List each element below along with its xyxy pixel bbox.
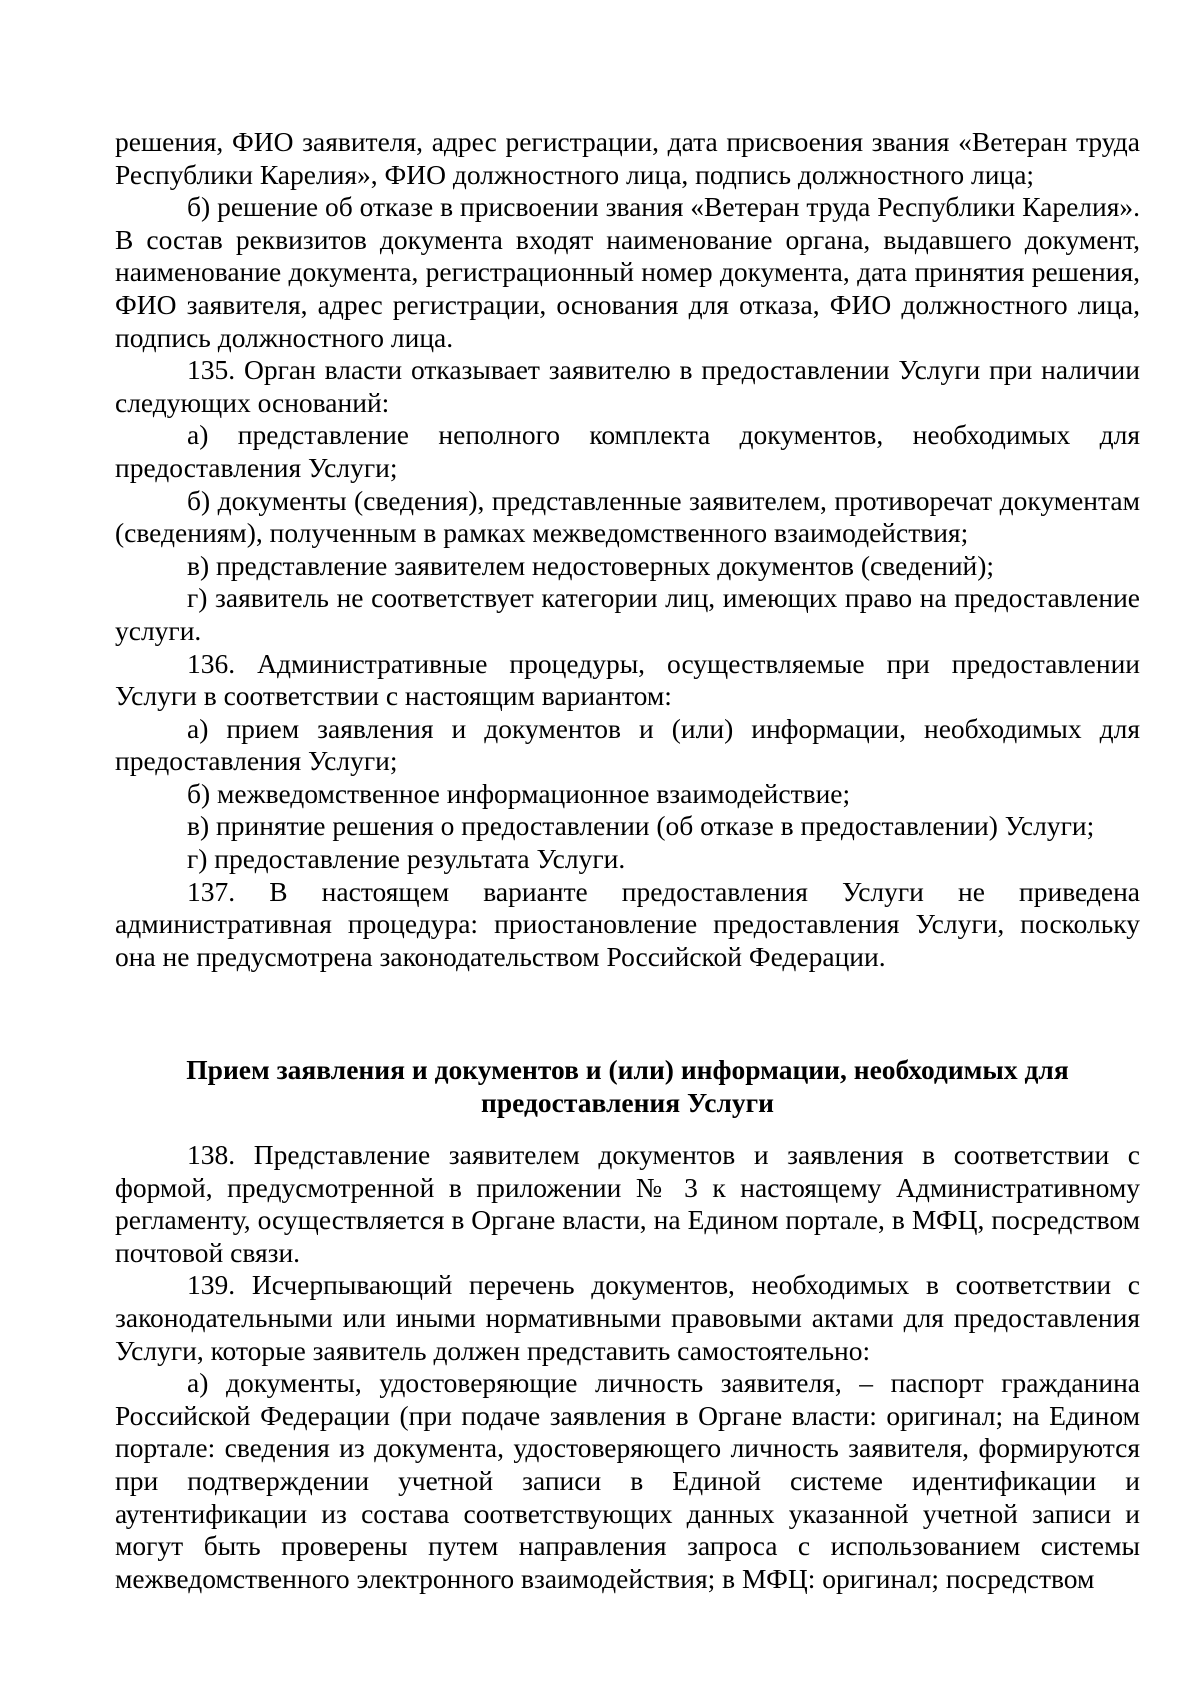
paragraph-135-a: а) представление неполного комплекта документов, необходимых для предоставления Услуги; <box>115 419 1140 483</box>
paragraph-139-a: а) документы, удостоверяющие личность заявителя, – паспорт гражданина Российской Федерации (при подаче заявления в Органе власти: оригинал; на Едином портале: сведения из документа, удостоверяющего личность заявителя, формируются при подтверждении учетной записи в Единой системе идентификации и аутентификации из состава соответствующих данных указанной учетной записи и могут быть проверены путем направления запроса с использованием системы межведомственного электронного взаимодействия; в МФЦ: оригинал; посредством <box>115 1367 1140 1594</box>
paragraph-136-b: б) межведомственное информационное взаимодействие; <box>187 777 851 809</box>
section-heading-line-2: предоставления Услуги <box>481 1086 774 1118</box>
section-heading-line-1: Прием заявления и документов и (или) информации, необходимых для <box>186 1054 1069 1085</box>
paragraph-136-v: в) принятие решения о предоставлении (об отказе в предоставлении) Услуги; <box>187 810 1095 842</box>
paragraph-139: 139. Исчерпывающий перечень документов, необходимых в соответствии с законодательными или иными нормативными правовыми актами для предоставления Услуги, которые заявитель должен представить самостоятельно: <box>115 1269 1140 1366</box>
paragraph-138: 138. Представление заявителем документов и заявления в соответствии с формой, предусмотренной в приложении № 3 к настоящему Административному регламенту, осуществляется в Органе власти, на Едином портале, в МФЦ, посредством почтовой связи. <box>115 1139 1140 1268</box>
paragraph-135-g: г) заявитель не соответствует категории лиц, имеющих право на предоставление услуги. <box>115 582 1140 646</box>
paragraph-136: 136. Административные процедуры, осуществляемые при предоставлении Услуги в соответствии с настоящим вариантом: <box>115 647 1140 712</box>
paragraph-refusal-decision: б) решение об отказе в присвоении звания «Ветеран труда Республики Карелия». В состав реквизитов документа входят наименование органа, выдавшего документ, наименование документа, регистрационный номер документа, дата принятия решения, ФИО заявителя, адрес регистрации, основания для отказа, ФИО должностного лица, подпись должностного лица. <box>115 191 1140 353</box>
paragraph-136-a: а) прием заявления и документов и (или) информации, необходимых для предоставления Услуги; <box>115 712 1140 777</box>
paragraph-135: 135. Орган власти отказывает заявителю в предоставлении Услуги при наличии следующих оснований: <box>115 354 1140 418</box>
paragraph-137: 137. В настоящем варианте предоставления Услуги не приведена административная процедура: приостановление предоставления Услуги, поскольку она не предусмотрена законодательством Российской Федерации. <box>115 875 1140 972</box>
paragraph-135-v: в) представление заявителем недостоверных документов (сведений); <box>187 549 995 581</box>
document-body-top <box>115 126 1140 973</box>
paragraph-136-g: г) предоставление результата Услуги. <box>187 843 626 875</box>
paragraph-continuation: решения, ФИО заявителя, адрес регистрации, дата присвоения звания «Ветеран труда Республики Карелия», ФИО должностного лица, подпись должностного лица; <box>115 126 1140 190</box>
section-heading <box>115 1054 1140 1119</box>
paragraph-135-b: б) документы (сведения), представленные заявителем, противоречат документам (сведениям), полученным в рамках межведомственного взаимодействия; <box>115 484 1140 549</box>
document-body-bottom <box>115 1139 1140 1595</box>
